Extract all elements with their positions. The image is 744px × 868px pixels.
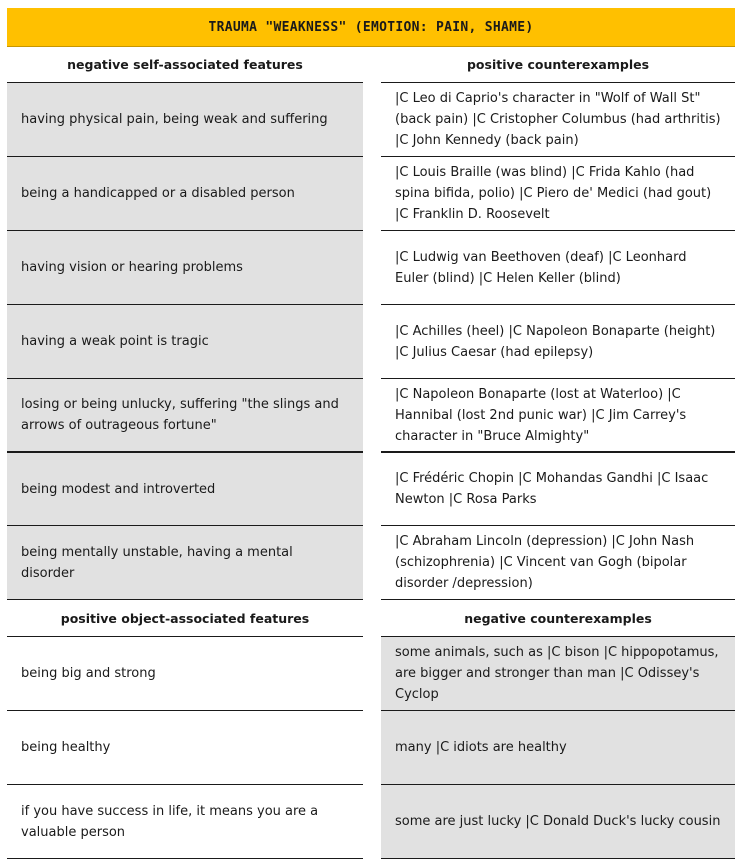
feature-cell: having physical pain, being weak and suffering <box>7 83 363 157</box>
example-cell: |C Frédéric Chopin |C Mohandas Gandhi |C Isaac Newton |C Rosa Parks <box>381 453 735 526</box>
feature-cell: losing or being unlucky, suffering "the slings and arrows of outrageous fortune" <box>7 379 363 453</box>
feature-cell: if you have success in life, it means you are a valuable person <box>7 785 363 859</box>
feature-cell: being modest and introverted <box>7 453 363 526</box>
table-title: TRAUMA "WEAKNESS" (EMOTION: PAIN, SHAME) <box>208 19 534 35</box>
header-positive-object-features: positive object-associated features <box>7 600 363 637</box>
feature-cell: being a handicapped or a disabled person <box>7 157 363 231</box>
example-cell: |C Louis Braille (was blind) |C Frida Kahlo (had spina bifida, polio) |C Piero de' Medici (had gout) |C Franklin D. Roosevelt <box>381 157 735 231</box>
feature-cell: being big and strong <box>7 637 363 711</box>
example-cell: |C Ludwig van Beethoven (deaf) |C Leonhard Euler (blind) |C Helen Keller (blind) <box>381 231 735 305</box>
header-negative-counterexamples: negative counterexamples <box>381 600 735 637</box>
header-positive-counterexamples: positive counterexamples <box>381 46 735 83</box>
example-cell: some are just lucky |C Donald Duck's lucky cousin <box>381 785 735 859</box>
example-cell: |C Achilles (heel) |C Napoleon Bonaparte (height) |C Julius Caesar (had epilepsy) <box>381 305 735 379</box>
example-cell: |C Napoleon Bonaparte (lost at Waterloo) |C Hannibal (lost 2nd punic war) |C Jim Carrey's character in "Bruce Almighty" <box>381 379 735 453</box>
feature-cell: having a weak point is tragic <box>7 305 363 379</box>
example-cell: many |C idiots are healthy <box>381 711 735 785</box>
feature-cell: having vision or hearing problems <box>7 231 363 305</box>
example-cell: some animals, such as |C bison |C hippopotamus, are bigger and stronger than man |C Odissey's Cyclop <box>381 637 735 711</box>
feature-cell: being healthy <box>7 711 363 785</box>
feature-cell: being mentally unstable, having a mental disorder <box>7 526 363 600</box>
header-negative-self-features: negative self-associated features <box>7 46 363 83</box>
example-cell: |C Leo di Caprio's character in "Wolf of Wall St" (back pain) |C Cristopher Columbus (had arthritis) |C John Kennedy (back pain) <box>381 83 735 157</box>
table-title-banner <box>7 8 735 47</box>
example-cell: |C Abraham Lincoln (depression) |C John Nash (schizophrenia) |C Vincent van Gogh (bipolar disorder /depression) <box>381 526 735 600</box>
